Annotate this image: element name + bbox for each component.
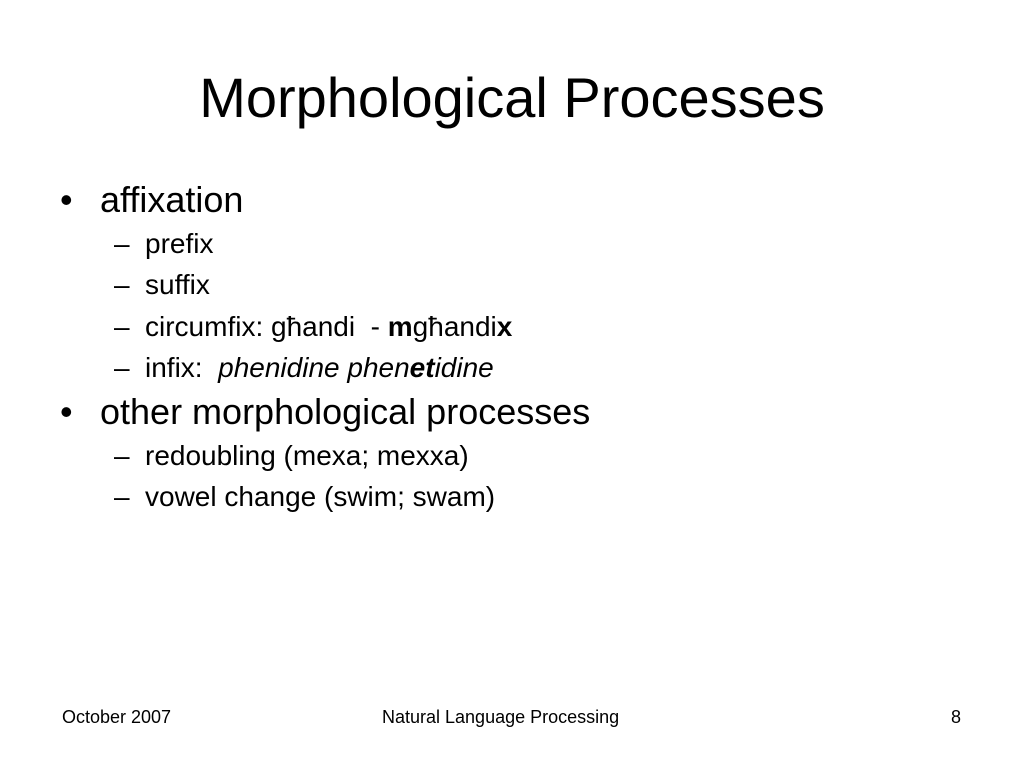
subitem-label: vowel change (swim; swam) bbox=[145, 481, 496, 512]
sub-marker: – bbox=[114, 269, 130, 300]
subitem-label: prefix bbox=[145, 228, 214, 259]
subitem-label: redoubling (mexa; mexxa) bbox=[145, 440, 469, 471]
circumfix-example bbox=[145, 310, 512, 344]
subitem-label: suffix bbox=[145, 269, 210, 300]
circumfix-added-start: m bbox=[387, 311, 413, 342]
slide-title: Morphological Processes bbox=[199, 66, 825, 129]
infix-prefix: infix: bbox=[145, 352, 219, 383]
infix-stem-start: phen bbox=[347, 352, 410, 383]
circumfix-prefix: circumfix: bbox=[145, 311, 271, 342]
infix-word: phenidine bbox=[218, 352, 340, 383]
bullet-marker: • bbox=[60, 391, 73, 432]
sub-marker: – bbox=[114, 481, 130, 512]
footer-date: October 2007 bbox=[62, 707, 172, 727]
circumfix-separator: - bbox=[355, 311, 388, 342]
footer-course: Natural Language Processing bbox=[382, 707, 620, 727]
infix-example bbox=[145, 351, 494, 385]
sub-marker: – bbox=[114, 228, 130, 259]
sub-marker: – bbox=[114, 352, 130, 383]
circumfix-added-end: x bbox=[496, 311, 513, 342]
circumfix-stem: għandi bbox=[412, 311, 497, 342]
bullet-label: affixation bbox=[100, 179, 244, 220]
footer-page-number: 8 bbox=[951, 707, 962, 727]
bullet-marker: • bbox=[60, 179, 73, 220]
infix-insert: et bbox=[409, 352, 435, 383]
bullet-label: other morphological processes bbox=[100, 391, 591, 432]
circumfix-word: għandi bbox=[271, 311, 356, 342]
sub-marker: – bbox=[114, 311, 130, 342]
infix-stem-end: idine bbox=[434, 352, 494, 383]
sub-marker: – bbox=[114, 440, 130, 471]
